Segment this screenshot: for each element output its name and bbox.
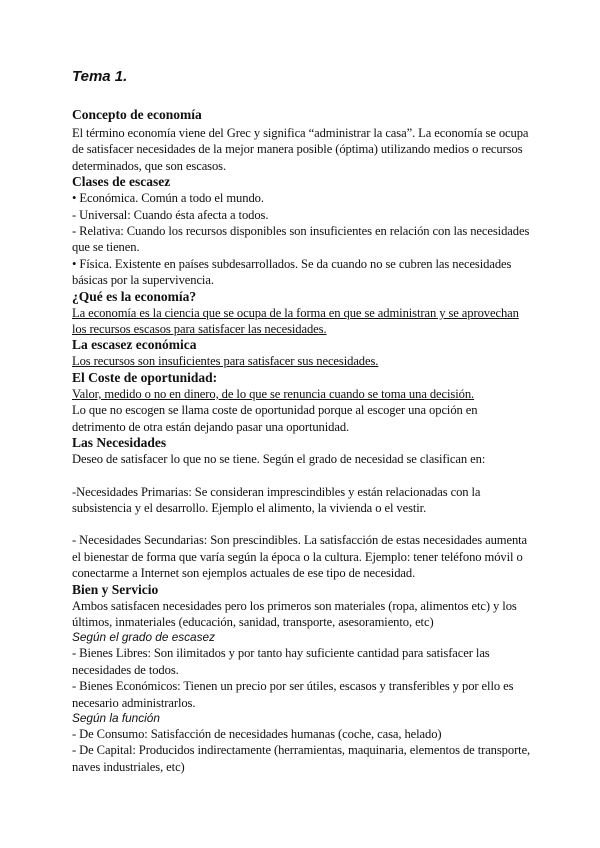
list-item-universal: - Universal: Cuando ésta afecta a todos.: [72, 207, 269, 222]
subheading-grado-escasez: Según el grado de escasez: [72, 630, 215, 645]
paragraph-bien-servicio: Ambos satisfacen necesidades pero los primeros son materiales (ropa, alimentos etc) y los últimos, inmateriales (educación, sanidad, transporte, asesoramiento, etc): [72, 598, 517, 629]
list-item-capital: - De Capital: Producidos indirectamente (herramientas, maquinaria, elementos de transporte, naves industriales, etc): [72, 743, 531, 774]
paragraph-necesidades-secundarias: - Necesidades Secundarias: Son prescindibles. La satisfacción de estas necesidades aumenta el bienestar de forma que varía según la época o la cultura. Ejemplo: tener teléfono móvil o conectarme a Internet son ejemplos actuales de ese tipo de necesidad.: [72, 533, 528, 581]
list-item-bienes-libres: - Bienes Libres: Son ilimitados y por tanto hay suficiente cantidad para satisfacer las necesidades de todos.: [72, 646, 490, 677]
heading-bien-servicio: Bien y Servicio: [72, 581, 159, 597]
paragraph-coste: Lo que no escogen se llama coste de oportunidad porque al escoger una opción en detrimento de otra están dejando pasar una oportunidad.: [72, 403, 478, 434]
list-item-consumo: - De Consumo: Satisfacción de necesidades humanas (coche, casa, helado): [72, 726, 442, 741]
paragraph-concepto: El término economía viene del Grec y significa “administrar la casa”. La economía se ocupa de satisfacer necesidades de la mejor manera posible (óptima) utilizando medios o recursos determinados, que son escasos.: [72, 126, 529, 173]
subheading-funcion: Según la función: [72, 710, 160, 725]
heading-que-es: ¿Qué es la economía?: [72, 288, 197, 304]
paragraph-necesidades-primarias: -Necesidades Primarias: Se consideran imprescindibles y están relacionadas con la subsistencia y el desarrollo. Ejemplo el alimento, la vivienda o el vestir.: [72, 484, 481, 515]
paragraph-que-es: La economía es la ciencia que se ocupa de la forma en que se administran y se aprovechan los recursos escasos para satisfacer las necesidades.: [72, 305, 519, 337]
heading-concepto: Concepto de economía: [72, 107, 202, 122]
document-body: [72, 68, 532, 775]
list-item-relativa: - Relativa: Cuando los recursos disponibles son insuficientes en relación con las necesidades que se tienen.: [72, 224, 530, 255]
heading-escasez: La escasez económica: [72, 337, 197, 353]
list-item-economica: • Económica. Común a todo el mundo.: [72, 191, 264, 206]
paragraph-coste-definition: Valor, medido o no en dinero, de lo que se renuncia cuando se toma una decisión.: [72, 386, 475, 401]
paragraph-escasez: Los recursos son insuficientes para satisfacer sus necesidades.: [72, 354, 379, 369]
list-item-fisica: • Física. Existente en países subdesarrollados. Se da cuando no se cubren las necesidades básicas por la supervivencia.: [72, 256, 512, 288]
page-title: Tema 1.: [72, 68, 128, 85]
heading-coste: El Coste de oportunidad:: [72, 369, 218, 385]
paragraph-necesidades-intro: Deseo de satisfacer lo que no se tiene. Según el grado de necesidad se clasifican en:: [72, 452, 486, 467]
heading-necesidades: Las Necesidades: [72, 435, 167, 451]
list-item-bienes-economicos: - Bienes Económicos: Tienen un precio por ser útiles, escasos y transferibles y por ello es necesario administrarlos.: [72, 679, 514, 710]
heading-clases: Clases de escasez: [72, 174, 171, 190]
